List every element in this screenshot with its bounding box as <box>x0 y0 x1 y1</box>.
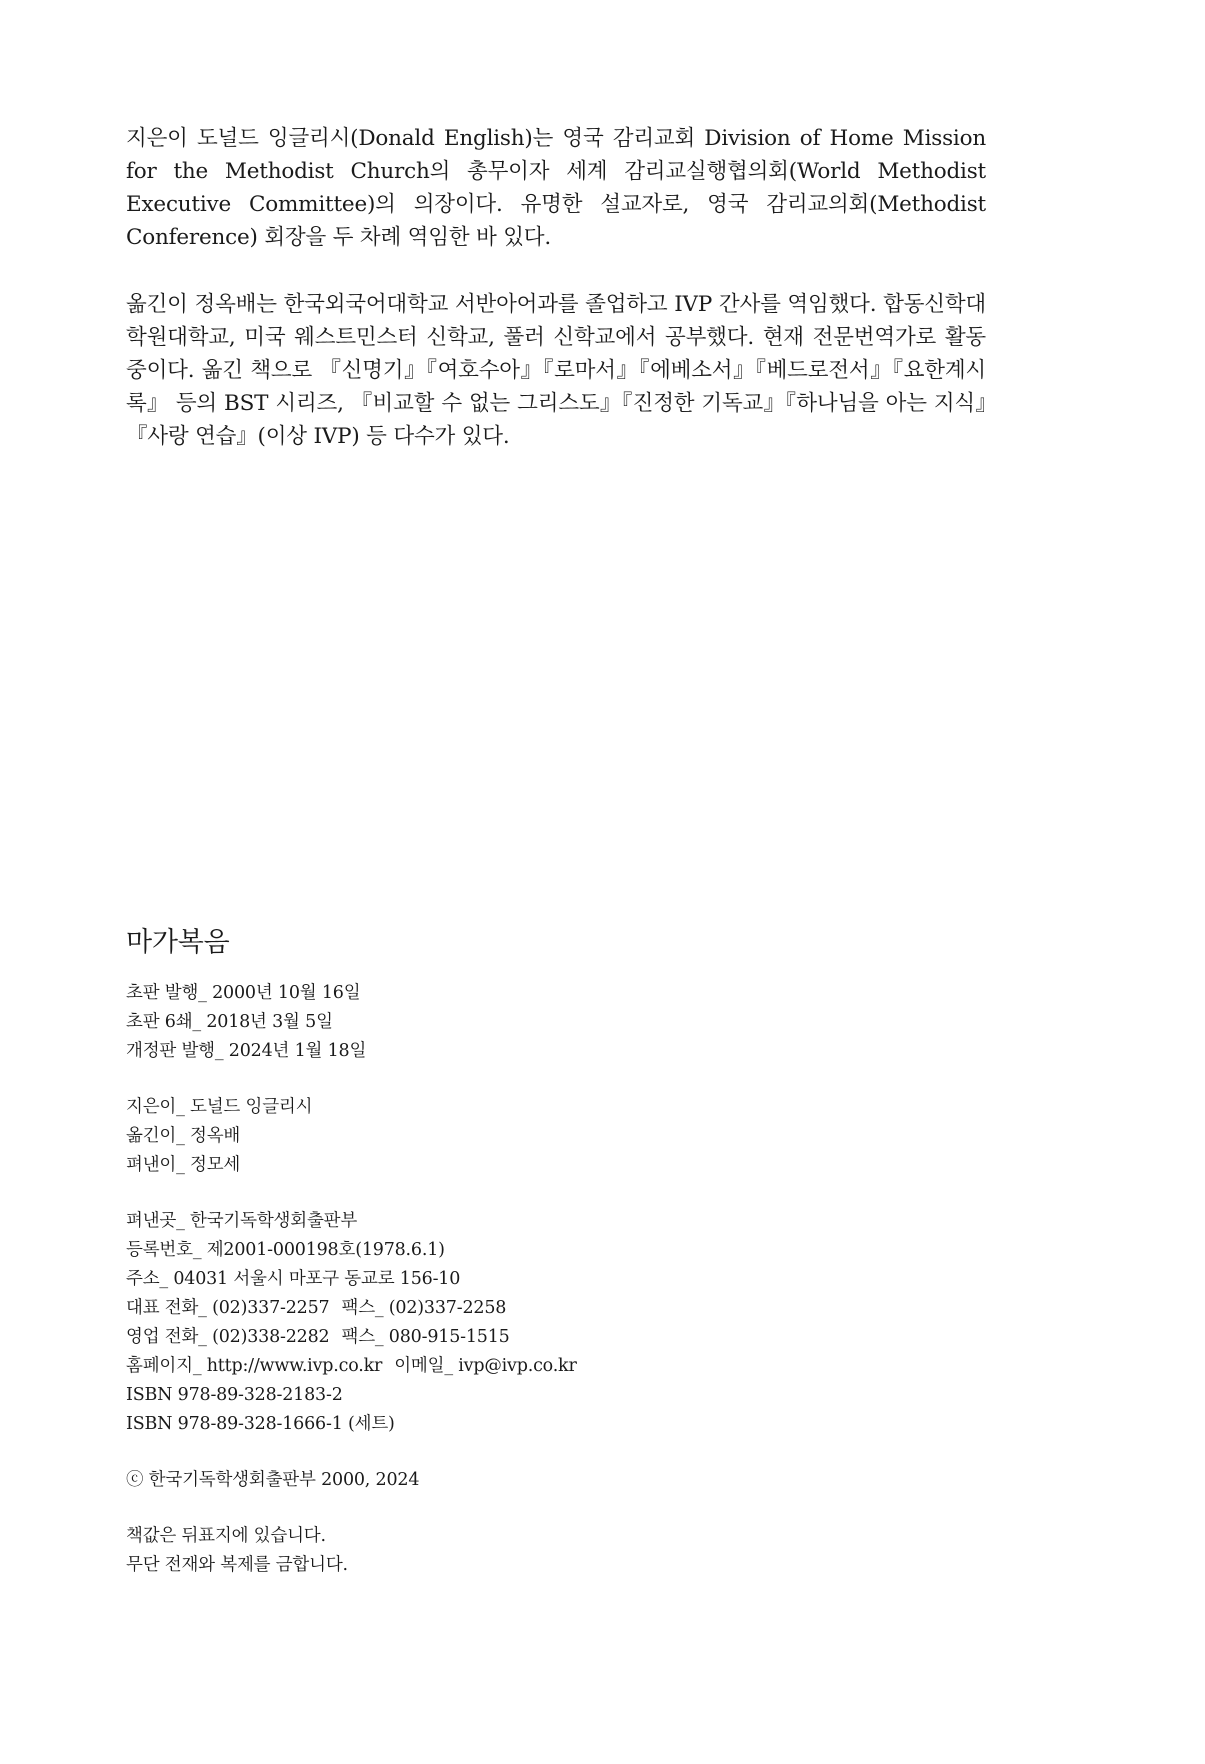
colophon <box>126 925 826 1607</box>
web-contact-line <box>126 1352 826 1381</box>
sales-fax: 팩스_ 080-915-1515 <box>341 1327 510 1347</box>
copyright-block <box>126 1466 826 1495</box>
homepage-link: 홈페이지_ http://www.ivp.co.kr <box>126 1356 383 1376</box>
copyright-notice: ⓒ 한국기독학생회출판부 2000, 2024 <box>126 1470 420 1490</box>
notices <box>126 1522 826 1580</box>
revised-edition-date: 개정판 발행_ 2024년 1월 18일 <box>126 1041 367 1061</box>
publisher-address: 주소_ 04031 서울시 마포구 동교로 156-10 <box>126 1269 461 1289</box>
publisher-name: 펴낸곳_ 한국기독학생회출판부 <box>126 1211 358 1231</box>
isbn: ISBN 978-89-328-2183-2 <box>126 1385 343 1405</box>
registration-number: 등록번호_ 제2001-000198호(1978.6.1) <box>126 1240 445 1260</box>
isbn-set: ISBN 978-89-328-1666-1 (세트) <box>126 1414 395 1434</box>
main-fax: 팩스_ (02)337-2258 <box>341 1298 507 1318</box>
main-phone: 대표 전화_ (02)337-2257 <box>126 1298 330 1318</box>
reproduction-notice: 무단 전재와 복제를 금합니다. <box>126 1555 348 1575</box>
publisher-person-credit: 펴낸이_ 정모세 <box>126 1155 241 1175</box>
main-contact-line <box>126 1294 826 1323</box>
author-bio: 지은이 도널드 잉글리시(Donald English)는 영국 감리교회 Division of Home Mission for the Methodist Church의 총무이자 세계 감리교실행협의회(World Methodist Executive Committee)의 의장이다. 유명한 설교자로, 영국 감리교의회(Methodist Conference) 회장을 두 차례 역임한 바 있다. <box>126 126 986 250</box>
sales-phone: 영업 전화_ (02)338-2282 <box>126 1327 330 1347</box>
email-address: 이메일_ ivp@ivp.co.kr <box>394 1356 577 1376</box>
author-credit: 지은이_ 도널드 잉글리시 <box>126 1097 313 1117</box>
publisher-info <box>126 1207 826 1439</box>
translator-bio: 옮긴이 정옥배는 한국외국어대학교 서반아어과를 졸업하고 IVP 간사를 역임했다. 합동신학대학원대학교, 미국 웨스트민스터 신학교, 풀러 신학교에서 공부했다. 현재 전문번역가로 활동 중이다. 옮긴 책으로 『신명기』『여호수아』『로마서』『에베소서』『베드로전서』『요한계시록』 등의 BST 시리즈, 『비교할 수 없는 그리스도』『진정한 기독교』『하나님을 아는 지식』『사랑 연습』(이상 IVP) 등 다수가 있다. <box>126 292 986 449</box>
book-title: 마가복음 <box>126 927 230 958</box>
first-edition-date: 초판 발행_ 2000년 10월 16일 <box>126 983 361 1003</box>
sixth-printing-date: 초판 6쇄_ 2018년 3월 5일 <box>126 1012 333 1032</box>
sales-contact-line <box>126 1323 826 1352</box>
price-notice: 책값은 뒤표지에 있습니다. <box>126 1526 326 1546</box>
credits <box>126 1093 826 1180</box>
edition-info <box>126 979 826 1066</box>
translator-credit: 옮긴이_ 정옥배 <box>126 1126 241 1146</box>
